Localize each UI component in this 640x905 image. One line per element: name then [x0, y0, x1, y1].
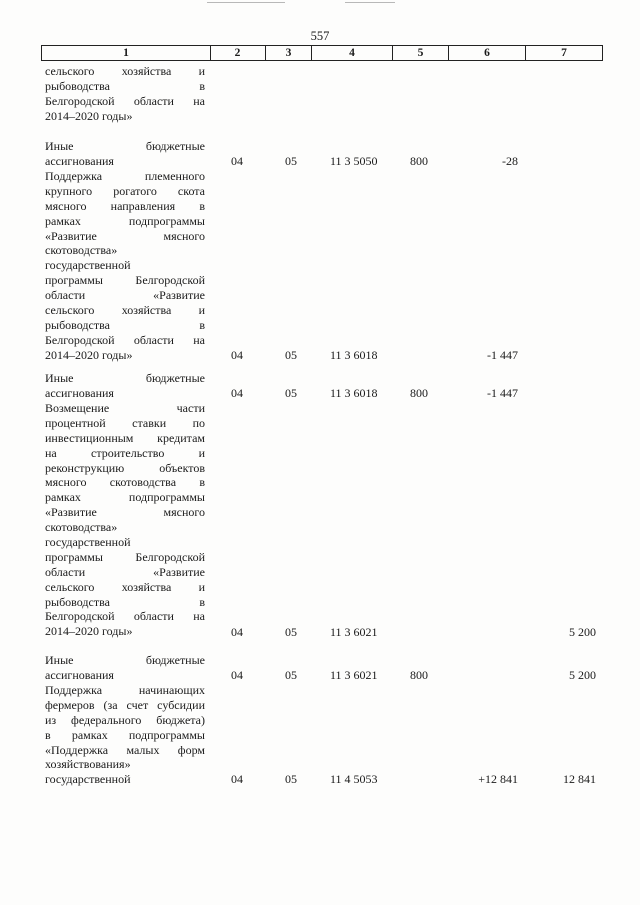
description-line: хозяйствования»: [45, 757, 131, 772]
description-line: сельского хозяйства и: [45, 64, 205, 78]
row-description: [45, 64, 205, 124]
header-cell: 6: [449, 45, 526, 61]
cell-col-3: 05: [285, 772, 297, 787]
cell-col-5: 800: [410, 153, 428, 168]
cell-col-3: 05: [285, 624, 297, 639]
page-number: 557: [310, 29, 330, 43]
cell-col-2: 04: [231, 347, 243, 362]
description-line: Иные бюджетные: [45, 653, 205, 667]
description-line: Иные бюджетные: [45, 371, 205, 385]
header-cell: 4: [312, 45, 393, 61]
description-line: инвестиционным кредитам: [45, 430, 205, 445]
row-description: [45, 401, 205, 639]
cell-col-3: 05: [285, 667, 297, 682]
scan-mark: [207, 2, 285, 3]
scan-mark: [345, 2, 395, 3]
cell-col-6: -28: [502, 153, 518, 168]
description-line: ассигнования: [45, 385, 114, 400]
row-description: [45, 169, 205, 363]
description-line: крупного рогатого скота: [45, 183, 205, 198]
cell-col-7: 5 200: [569, 624, 596, 639]
description-line: ассигнования: [45, 153, 114, 168]
description-line: программы Белгородской: [45, 549, 205, 564]
cell-col-4: 11 3 5050: [330, 153, 378, 168]
description-line: «Поддержка малых форм: [45, 742, 205, 757]
description-line: 2014–2020 годы»: [45, 624, 133, 639]
description-line: рамках подпрограммы: [45, 490, 205, 505]
cell-col-7: 12 841: [563, 772, 596, 787]
description-line: Белгородской области на: [45, 609, 205, 624]
cell-col-6: +12 841: [478, 772, 518, 787]
header-cell: 2: [210, 45, 266, 61]
cell-col-4: 11 3 6021: [330, 624, 378, 639]
header-cell: 3: [266, 45, 312, 61]
description-line: области «Развитие: [45, 288, 205, 303]
description-line: «Развитие мясного: [45, 505, 205, 520]
description-line: из федерального бюджета): [45, 712, 205, 727]
cell-col-4: 11 3 6018: [330, 385, 378, 400]
cell-col-2: 04: [231, 772, 243, 787]
description-line: области «Развитие: [45, 564, 205, 579]
description-line: «Развитие мясного: [45, 228, 205, 243]
description-line: реконструкцию объектов: [45, 460, 205, 475]
cell-col-7: 5 200: [569, 667, 596, 682]
description-line: сельского хозяйства и: [45, 303, 205, 318]
description-line: в рамках подпрограммы: [45, 727, 205, 742]
header-cell: 1: [41, 45, 211, 61]
cell-col-5: 800: [410, 385, 428, 400]
description-line: мясного направления в: [45, 198, 205, 213]
description-line: Поддержка начинающих: [45, 683, 205, 697]
description-line: рамках подпрограммы: [45, 213, 205, 228]
description-line: рыбоводства в: [45, 317, 205, 332]
row-description: [45, 653, 205, 683]
description-line: процентной ставки по: [45, 415, 205, 430]
description-line: сельского хозяйства и: [45, 579, 205, 594]
cell-col-6: -1 447: [487, 385, 518, 400]
description-line: Белгородской области на: [45, 93, 205, 108]
cell-col-4: 11 4 5053: [330, 772, 378, 787]
description-line: Белгородской области на: [45, 332, 205, 347]
description-line: 2014–2020 годы»: [45, 108, 133, 123]
description-line: мясного скотоводства в: [45, 475, 205, 490]
description-line: государственной: [45, 535, 131, 550]
description-line: программы Белгородской: [45, 273, 205, 288]
cell-col-4: 11 3 6021: [330, 667, 378, 682]
description-line: Поддержка племенного: [45, 169, 205, 183]
table-header: [41, 45, 603, 61]
header-cell: 7: [526, 45, 603, 61]
header-cell: 5: [393, 45, 449, 61]
description-line: скотоводства»: [45, 520, 118, 535]
cell-col-3: 05: [285, 153, 297, 168]
cell-col-3: 05: [285, 347, 297, 362]
description-line: Иные бюджетные: [45, 139, 205, 153]
row-description: [45, 139, 205, 169]
cell-col-2: 04: [231, 624, 243, 639]
description-line: рыбоводства в: [45, 594, 205, 609]
row-description: [45, 683, 205, 787]
cell-col-4: 11 3 6018: [330, 347, 378, 362]
description-line: на строительство и: [45, 445, 205, 460]
description-line: ассигнования: [45, 667, 114, 682]
cell-col-2: 04: [231, 667, 243, 682]
description-line: 2014–2020 годы»: [45, 347, 133, 362]
row-description: [45, 371, 205, 401]
description-line: Возмещение части: [45, 401, 205, 415]
description-line: государственной: [45, 258, 131, 273]
cell-col-5: 800: [410, 667, 428, 682]
description-line: фермеров (за счет субсидии: [45, 697, 205, 712]
cell-col-2: 04: [231, 385, 243, 400]
cell-col-6: -1 447: [487, 347, 518, 362]
description-line: рыбоводства в: [45, 78, 205, 93]
cell-col-2: 04: [231, 153, 243, 168]
cell-col-3: 05: [285, 385, 297, 400]
description-line: скотоводства»: [45, 243, 118, 258]
description-line: государственной: [45, 772, 131, 787]
